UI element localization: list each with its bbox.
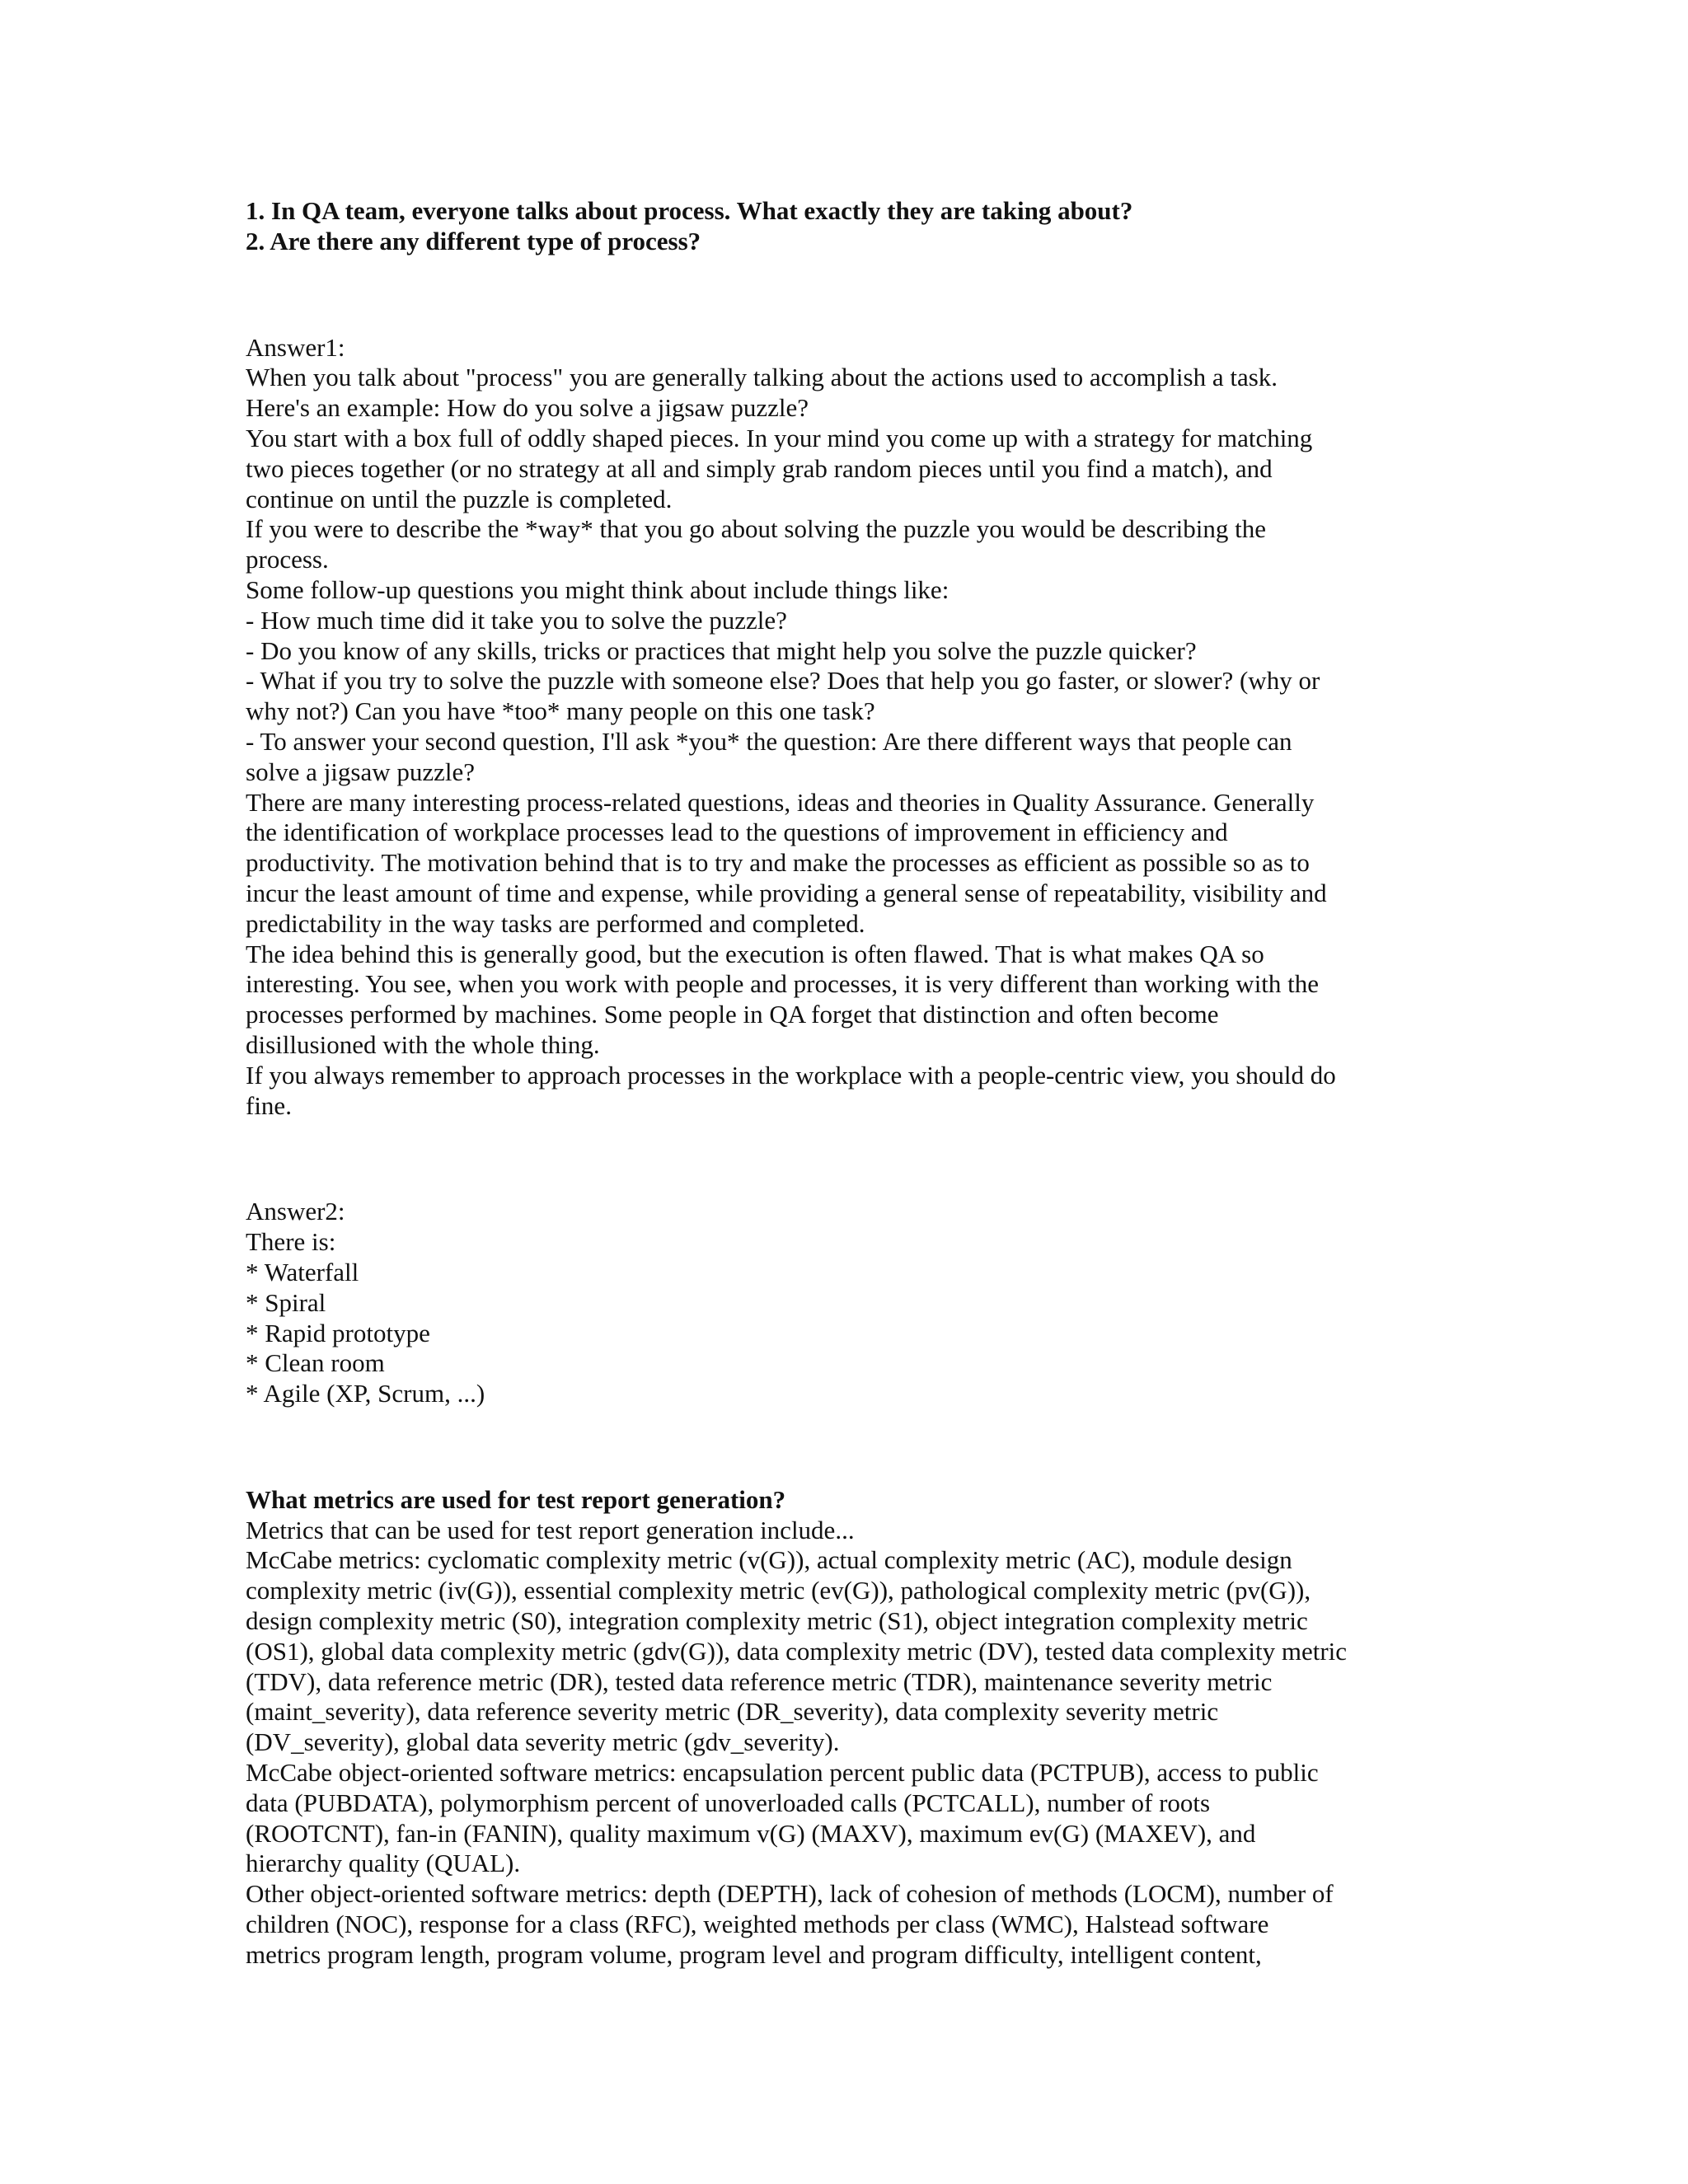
paragraph-line: Other object-oriented software metrics: depth (DEPTH), lack of cohesion of methods (LOCM), number of [246, 1879, 1334, 1909]
metrics-heading: What metrics are used for test report generation? [246, 1484, 786, 1514]
paragraph-line: data (PUBDATA), polymorphism percent of unoverloaded calls (PCTCALL), number of roots [246, 1788, 1211, 1817]
list-item: There is: [246, 1227, 336, 1257]
paragraph-line: If you always remember to approach processes in the workplace with a people-centric view, you should do [246, 1060, 1336, 1090]
list-item: * Clean room [246, 1348, 385, 1378]
paragraph-line: interesting. You see, when you work with people and processes, it is very different than working with the [246, 969, 1320, 999]
questions-block [246, 196, 1449, 257]
paragraph-line: - How much time did it take you to solve the puzzle? [246, 605, 787, 635]
paragraph-line: the identification of workplace processes lead to the questions of improvement in efficiency and [246, 818, 1228, 847]
paragraph-line: - To answer your second question, I'll ask *you* the question: Are there different ways that people can [246, 726, 1292, 756]
paragraph-line: McCabe object-oriented software metrics: encapsulation percent public data (PCTPUB), access to public [246, 1758, 1319, 1788]
paragraph-line: productivity. The motivation behind that is to try and make the processes as efficient as possible so as to [246, 848, 1310, 878]
paragraph-line: metrics program length, program volume, program level and program difficulty, intelligent content, [246, 1939, 1262, 1969]
paragraph-line: (ROOTCNT), fan-in (FANIN), quality maximum v(G) (MAXV), maximum ev(G) (MAXEV), and [246, 1818, 1256, 1848]
question-1: 1. In QA team, everyone talks about process. What exactly they are taking about? [246, 196, 1133, 225]
paragraph-line: Some follow-up questions you might think about include things like: [246, 574, 950, 604]
answer2-heading: Answer2: [246, 1197, 345, 1226]
paragraph-line: Here's an example: How do you solve a jigsaw puzzle? [246, 393, 809, 423]
document-page [246, 196, 1449, 1971]
paragraph-line: predictability in the way tasks are performed and completed. [246, 908, 865, 938]
paragraph-line: - What if you try to solve the puzzle with someone else? Does that help you go faster, or slower? (why or [246, 666, 1320, 696]
spacer [246, 257, 1449, 333]
paragraph-line: complexity metric (iv(G)), essential complexity metric (ev(G)), pathological complexity metric (pv(G)), [246, 1576, 1311, 1605]
paragraph-line: children (NOC), response for a class (RFC), weighted methods per class (WMC), Halstead software [246, 1910, 1269, 1939]
metrics-block [246, 1485, 1449, 1971]
paragraph-line: (DV_severity), global data severity metric (gdv_severity). [246, 1727, 840, 1757]
paragraph-line: disillusioned with the whole thing. [246, 1029, 600, 1059]
list-item: * Rapid prototype [246, 1318, 430, 1347]
spacer [246, 1121, 1449, 1197]
paragraph-line: (OS1), global data complexity metric (gdv(G)), data complexity metric (DV), tested data complexity metric [246, 1636, 1348, 1666]
paragraph-line: You start with a box full of oddly shaped pieces. In your mind you come up with a strategy for matching [246, 423, 1313, 452]
paragraph-line: fine. [246, 1090, 292, 1120]
answer1-heading: Answer1: [246, 332, 345, 362]
spacer [246, 1409, 1449, 1485]
paragraph-line: McCabe metrics: cyclomatic complexity metric (v(G)), actual complexity metric (AC), module design [246, 1545, 1292, 1575]
paragraph-line: (TDV), data reference metric (DR), tested data reference metric (TDR), maintenance severity metric [246, 1666, 1273, 1696]
paragraph-line: The idea behind this is generally good, but the execution is often flawed. That is what makes QA so [246, 939, 1264, 968]
list-item: * Agile (XP, Scrum, ...) [246, 1379, 485, 1408]
paragraph-line: There are many interesting process-related questions, ideas and theories in Quality Assurance. Generally [246, 787, 1315, 817]
paragraph-line: process. [246, 545, 329, 574]
answer2-block [246, 1197, 1449, 1409]
paragraph-line: - Do you know of any skills, tricks or practices that might help you solve the puzzle quicker? [246, 635, 1197, 665]
paragraph-line: Metrics that can be used for test report generation include... [246, 1515, 855, 1544]
answer2-list [246, 1227, 1449, 1409]
paragraph-line: incur the least amount of time and expense, while providing a general sense of repeatability, visibility and [246, 878, 1327, 907]
metrics-body [246, 1516, 1449, 1971]
paragraph-line: two pieces together (or no strategy at all and simply grab random pieces until you find a match), and [246, 453, 1273, 483]
question-2: 2. Are there any different type of process? [246, 226, 701, 255]
paragraph-line: hierarchy quality (QUAL). [246, 1849, 521, 1878]
paragraph-line: design complexity metric (S0), integration complexity metric (S1), object integration complexity metric [246, 1606, 1308, 1636]
paragraph-line: If you were to describe the *way* that you go about solving the puzzle you would be describing the [246, 514, 1266, 544]
paragraph-line: why not?) Can you have *too* many people on this one task? [246, 696, 875, 726]
paragraph-line: (maint_severity), data reference severity metric (DR_severity), data complexity severity metric [246, 1697, 1219, 1727]
answer1-body [246, 363, 1449, 1121]
paragraph-line: continue on until the puzzle is completed. [246, 484, 673, 513]
list-item: * Spiral [246, 1287, 326, 1317]
paragraph-line: processes performed by machines. Some people in QA forget that distinction and often become [246, 1000, 1219, 1029]
answer1-block [246, 333, 1449, 1122]
paragraph-line: When you talk about "process" you are generally talking about the actions used to accomplish a task. [246, 363, 1278, 392]
list-item: * Waterfall [246, 1257, 359, 1286]
paragraph-line: solve a jigsaw puzzle? [246, 757, 476, 786]
